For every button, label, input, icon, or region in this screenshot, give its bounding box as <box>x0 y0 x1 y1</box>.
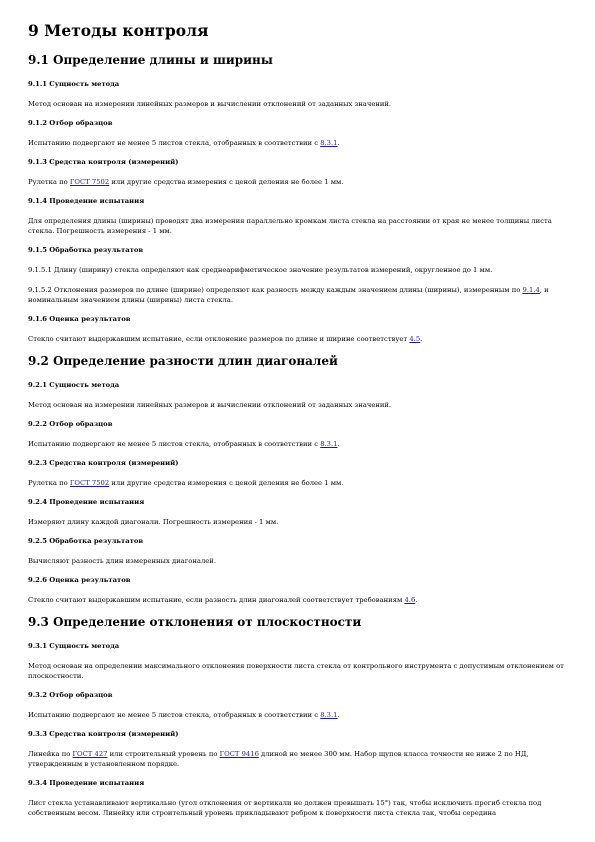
heading-9-1-4: 9.1.4 Проведение испытания <box>28 197 145 205</box>
heading-9-3-4: 9.3.4 Проведение испытания <box>28 779 145 787</box>
paragraph-9-2-4: Измеряют длину каждой диагонали. Погрешность измерения - 1 мм. <box>28 518 279 526</box>
link-gost-7502[interactable]: ГОСТ 7502 <box>69 178 110 186</box>
text: Линейка по <box>28 750 73 758</box>
text: или другие средства измерения с ценой деления не более 1 мм. <box>109 178 344 186</box>
heading-9-3-1: 9.3.1 Сущность метода <box>28 642 120 650</box>
paragraph-9-3-2 <box>28 710 568 720</box>
text: длиной не менее 300 мм. Набор щупов класса точности не ниже 2 по НД, утвержденным в установленном порядке. <box>28 750 529 768</box>
paragraph-9-1-6 <box>28 334 568 344</box>
link-4-5[interactable]: 4.5 <box>409 335 421 343</box>
paragraph-9-2-2 <box>28 439 568 449</box>
link-9-1-4[interactable]: 9.1.4 <box>522 286 540 294</box>
paragraph-9-1-5-2 <box>28 285 568 305</box>
document-page <box>28 22 568 828</box>
heading-9-2-5: 9.2.5 Обработка результатов <box>28 537 144 545</box>
heading-9-3-3: 9.3.3 Средства контроля (измерений) <box>28 730 179 738</box>
paragraph-9-1-2 <box>28 138 568 148</box>
text: . <box>337 139 340 147</box>
text: Рулетка по <box>28 178 70 186</box>
link-gost-7502[interactable]: ГОСТ 7502 <box>69 479 110 487</box>
paragraph-9-2-5: Вычисляют разность длин измеренных диагоналей. <box>28 557 216 565</box>
text: . <box>337 440 340 448</box>
text: 9.1.5.2 Отклонения размеров по длине (ширине) определяют как разность между каждым значением длины (ширины), измеренным по <box>28 286 523 294</box>
paragraph-9-3-4: Лист стекла устанавливают вертикально (угол отклонения от вертикали не должен превышать 15°) так, чтобы исключить прогиб стекла под собственным весом. Линейку или строительный уровень прикладывают ребром к поверхности листа стекла так, чтобы середина <box>28 799 542 817</box>
section-9-2-title: 9.2 Определение разности длин диагоналей <box>28 354 338 368</box>
text: Испытанию подвергают не менее 5 листов стекла, отобранных в соответствии с <box>28 440 321 448</box>
paragraph-9-1-3 <box>28 177 568 187</box>
paragraph-9-1-5-1: 9.1.5.1 Длину (ширину) стекла определяют как среднеарифметическое значение результатов измерений, округленное до 1 мм. <box>28 266 493 274</box>
heading-9-2-2: 9.2.2 Отбор образцов <box>28 420 113 428</box>
paragraph-9-3-1: Метод основан на определении максимального отклонения поверхности листа стекла от контрольного инструмента с допустимым отклонением от плоскостности. <box>28 662 564 680</box>
page-title: 9 Методы контроля <box>28 21 209 40</box>
text: или строительный уровень по <box>107 750 220 758</box>
paragraph-9-2-3 <box>28 478 568 488</box>
link-8-3-1[interactable]: 8.3.1 <box>320 440 338 448</box>
text: Рулетка по <box>28 479 70 487</box>
link-gost-427[interactable]: ГОСТ 427 <box>72 750 108 758</box>
paragraph-9-3-3 <box>28 749 568 769</box>
text: Стекло считают выдержавшим испытание, если отклонение размеров по длине и ширине соответствует <box>28 335 410 343</box>
paragraph-9-2-6 <box>28 595 568 605</box>
paragraph-9-1-4: Для определения длины (ширины) проводят два измерения параллельно кромкам листа стекла на расстоянии от края не менее толщины листа стекла. Погрешность измерения - 1 мм. <box>28 217 552 235</box>
text: . <box>420 335 423 343</box>
section-9-3-title: 9.3 Определение отклонения от плоскостности <box>28 615 362 629</box>
paragraph-9-2-1: Метод основан на измерении линейных размеров и вычислении отклонений от заданных значений. <box>28 401 392 409</box>
link-gost-9416[interactable]: ГОСТ 9416 <box>219 750 259 758</box>
text: Испытанию подвергают не менее 5 листов стекла, отобранных в соответствии с <box>28 711 321 719</box>
heading-9-1-3: 9.1.3 Средства контроля (измерений) <box>28 158 179 166</box>
text: или другие средства измерения с ценой деления не более 1 мм. <box>109 479 344 487</box>
heading-9-2-1: 9.2.1 Сущность метода <box>28 381 120 389</box>
heading-9-1-1: 9.1.1 Сущность метода <box>28 80 120 88</box>
text: . <box>337 711 340 719</box>
heading-9-1-5: 9.1.5 Обработка результатов <box>28 246 144 254</box>
heading-9-2-4: 9.2.4 Проведение испытания <box>28 498 145 506</box>
link-8-3-1[interactable]: 8.3.1 <box>320 139 338 147</box>
text: Стекло считают выдержавшим испытание, если разность длин диагоналей соответствует требованиям <box>28 596 405 604</box>
heading-9-3-2: 9.3.2 Отбор образцов <box>28 691 113 699</box>
text: Испытанию подвергают не менее 5 листов стекла, отобранных в соответствии с <box>28 139 321 147</box>
link-4-6[interactable]: 4.6 <box>404 596 416 604</box>
link-8-3-1[interactable]: 8.3.1 <box>320 711 338 719</box>
text: . <box>415 596 418 604</box>
heading-9-2-3: 9.2.3 Средства контроля (измерений) <box>28 459 179 467</box>
heading-9-2-6: 9.2.6 Оценка результатов <box>28 576 131 584</box>
heading-9-1-6: 9.1.6 Оценка результатов <box>28 315 131 323</box>
heading-9-1-2: 9.1.2 Отбор образцов <box>28 119 113 127</box>
paragraph-9-1-1: Метод основан на измерении линейных размеров и вычислении отклонений от заданных значений. <box>28 100 392 108</box>
text: , и номинальным значением длины (ширины) листа стекла. <box>28 286 549 304</box>
section-9-1-title: 9.1 Определение длины и ширины <box>28 53 273 67</box>
